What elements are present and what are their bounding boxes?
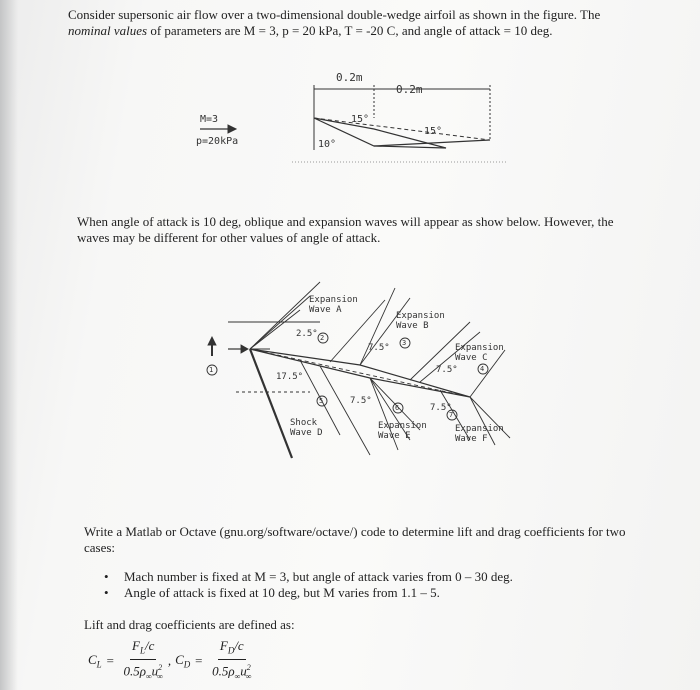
case-item-2: • Angle of attack is fixed at 10 deg, but M varies from 1.1 – 5.	[104, 585, 513, 601]
expansion-f-label: Expansion Wave F	[455, 424, 504, 444]
angle-7-5-trailing-label: 7.5°	[430, 403, 452, 413]
expansion-b-ray-1	[360, 288, 395, 365]
task-paragraph: Write a Matlab or Octave (gnu.org/software/octave/) code to determine lift and drag coefficients for two cases:	[84, 524, 626, 555]
angle-7-5-lower-label: 7.5°	[350, 396, 372, 406]
cl-fraction: $\frac{F_L/c}{0.5\rho_\infty u^2_\infty}$	[123, 638, 163, 681]
wave-flow-arrow-head	[241, 345, 248, 353]
airfoil-trailing	[374, 140, 490, 146]
region-1-number: 1	[209, 366, 214, 374]
cd-fraction: $\frac{F_D/c}{0.5\rho_\infty u^2_\infty}$	[212, 638, 252, 681]
cd-symbol: $C_D$	[175, 651, 191, 670]
expansion-b-ray-2	[360, 298, 410, 365]
region-7-number: 7	[449, 411, 454, 419]
expansion-a-ray-3	[250, 310, 300, 349]
region-1-marker-head	[208, 337, 216, 345]
equals-sign-2: =	[194, 652, 204, 668]
case-list	[104, 569, 513, 601]
shock-wave-d	[250, 349, 292, 458]
length-label-1: 0.2m	[336, 71, 363, 84]
middle-paragraph: When angle of attack is 10 deg, oblique and expansion waves will appear as show below. However, the waves may be different for other values of angle of attack.	[77, 214, 614, 245]
angle-7-5-right-label: 7.5°	[436, 365, 458, 375]
region-2-number: 2	[320, 334, 325, 342]
pressure-label: p=20kPa	[196, 136, 239, 147]
angle-label-right: 15°	[424, 126, 443, 137]
region-3-number: 3	[402, 339, 407, 347]
angle-label-top: 15°	[351, 114, 370, 125]
expansion-a-ray-2	[250, 296, 310, 349]
coefficient-formula	[88, 638, 256, 684]
lower-ray-2	[320, 366, 370, 455]
mach-label: M=3	[200, 114, 219, 125]
formula-separator: ,	[167, 652, 172, 668]
intro-line-1: Consider supersonic air flow over a two-dimensional double-wedge airfoil as shown in the figure. The	[68, 7, 601, 22]
expansion-c-label: Expansion Wave C	[455, 343, 504, 363]
angle-label-bottom: 10°	[318, 139, 337, 150]
intro-line-2: of parameters are M = 3, p = 20 kPa, T = -20 C, and angle of attack = 10 deg.	[147, 23, 553, 38]
expansion-b-label: Expansion Wave B	[396, 311, 445, 331]
shock-d-label: Shock Wave D	[290, 418, 323, 438]
definition-text: Lift and drag coefficients are defined as:	[84, 617, 295, 632]
case-item-1: • Mach number is fixed at M = 3, but angle of attack varies from 0 – 30 deg.	[104, 569, 513, 585]
angle-17-5-label: 17.5°	[276, 372, 304, 382]
angle-7-5-upper-label: 7.5°	[368, 343, 390, 353]
length-label-2: 0.2m	[396, 83, 423, 96]
region-4-number: 4	[480, 365, 485, 373]
equals-sign-1: =	[105, 652, 115, 668]
region-6-number: 6	[395, 404, 400, 412]
angle-2-5-label: 2.5°	[296, 329, 318, 339]
intro-nominal-values: nominal values	[68, 23, 148, 38]
flow-arrow-head	[228, 125, 236, 133]
region-5-number: 5	[319, 397, 324, 405]
expansion-e-label: Expansion Wave E	[378, 421, 427, 441]
expansion-a-label: Expansion Wave A	[309, 295, 358, 315]
cl-symbol: $C_L$	[88, 651, 102, 670]
